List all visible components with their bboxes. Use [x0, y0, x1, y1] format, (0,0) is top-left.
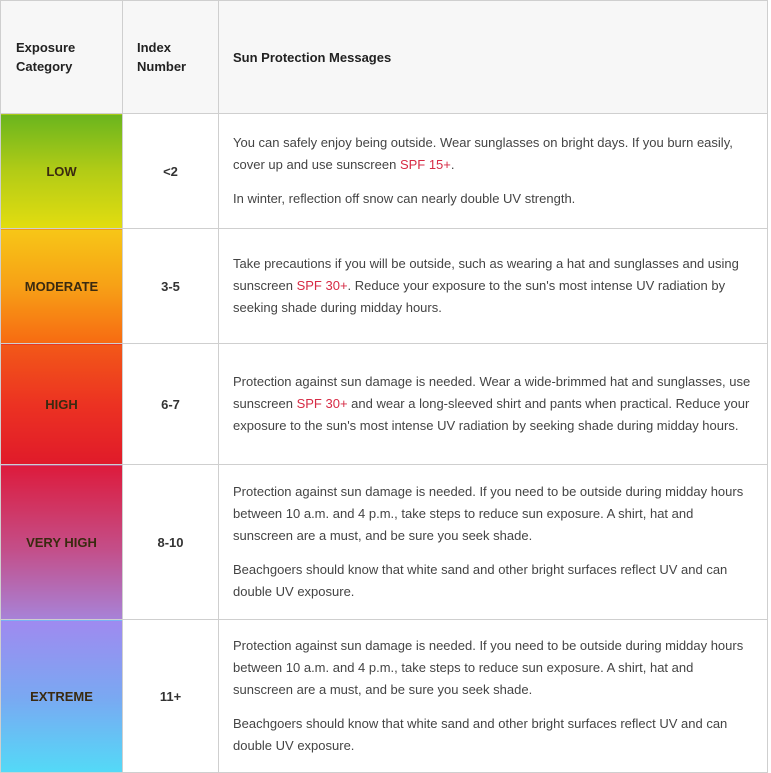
message-paragraph: In winter, reflection off snow can nearly double UV strength.: [233, 191, 576, 206]
message-paragraph: Protection against sun damage is needed. If you need to be outside during midday hours between 10 a.m. and 4 p.m., take steps to reduce sun exposure. A shirt, hat and sunscreen are a must, and be sure you seek shade.: [233, 484, 744, 543]
message-paragraph: Protection against sun damage is needed. If you need to be outside during midday hours between 10 a.m. and 4 p.m., take steps to reduce sun exposure. A shirt, hat and sunscreen are a must, and be sure you seek shade.: [233, 638, 744, 697]
message-paragraph: [233, 371, 753, 437]
index-cell-extreme: 11+: [123, 620, 219, 773]
message-text: .: [450, 157, 455, 172]
category-cell-very-high: VERY HIGH: [1, 465, 123, 620]
category-cell-extreme: EXTREME: [1, 620, 123, 773]
index-cell-high: 6-7: [123, 344, 219, 465]
message-cell-moderate: [219, 229, 768, 344]
category-cell-moderate: MODERATE: [1, 229, 123, 344]
message-text: You can safely enjoy being outside. Wear sunglasses on bright days. If you burn easily, cover up and use sunscreen: [233, 135, 733, 172]
spf-label: SPF 15+: [399, 157, 451, 172]
table-row-very-high: [1, 465, 768, 620]
category-cell-low: LOW: [1, 114, 123, 229]
header-index-number: Index Number: [123, 1, 219, 114]
index-cell-moderate: 3-5: [123, 229, 219, 344]
table-body: [1, 114, 768, 773]
message-cell-very-high: [219, 465, 768, 620]
table-row-low: [1, 114, 768, 229]
message-paragraph: [233, 132, 753, 176]
message-paragraph: Beachgoers should know that white sand and other bright surfaces reflect UV and can double UV exposure.: [233, 562, 728, 599]
message-text: Take precautions if you will be outside, such as wearing a hat and sunglasses and using sunscreen: [233, 256, 739, 293]
index-cell-very-high: 8-10: [123, 465, 219, 620]
message-cell-high: [219, 344, 768, 465]
category-cell-high: HIGH: [1, 344, 123, 465]
message-text: Protection against sun damage is needed. Wear a wide-brimmed hat and sunglasses, use sunscreen: [233, 374, 751, 411]
table-row-high: [1, 344, 768, 465]
table-header: [1, 1, 768, 114]
message-text: . Reduce your exposure to the sun's most intense UV radiation by seeking shade during midday hours.: [233, 278, 726, 315]
index-cell-low: <2: [123, 114, 219, 229]
message-text: and wear a long-sleeved shirt and pants when practical. Reduce your exposure to the sun's most intense UV radiation by seeking shade during midday hours.: [233, 396, 750, 433]
spf-label: SPF 30+: [296, 278, 348, 293]
header-row: [1, 1, 768, 114]
table-row-moderate: [1, 229, 768, 344]
message-paragraph: Beachgoers should know that white sand and other bright surfaces reflect UV and can double UV exposure.: [233, 716, 728, 753]
table-row-extreme: [1, 620, 768, 773]
header-exposure-category: Exposure Category: [1, 1, 123, 114]
message-cell-low: [219, 114, 768, 229]
spf-label: SPF 30+: [296, 396, 348, 411]
header-sun-protection-messages: Sun Protection Messages: [219, 1, 768, 114]
message-paragraph: [233, 253, 753, 319]
message-cell-extreme: [219, 620, 768, 773]
